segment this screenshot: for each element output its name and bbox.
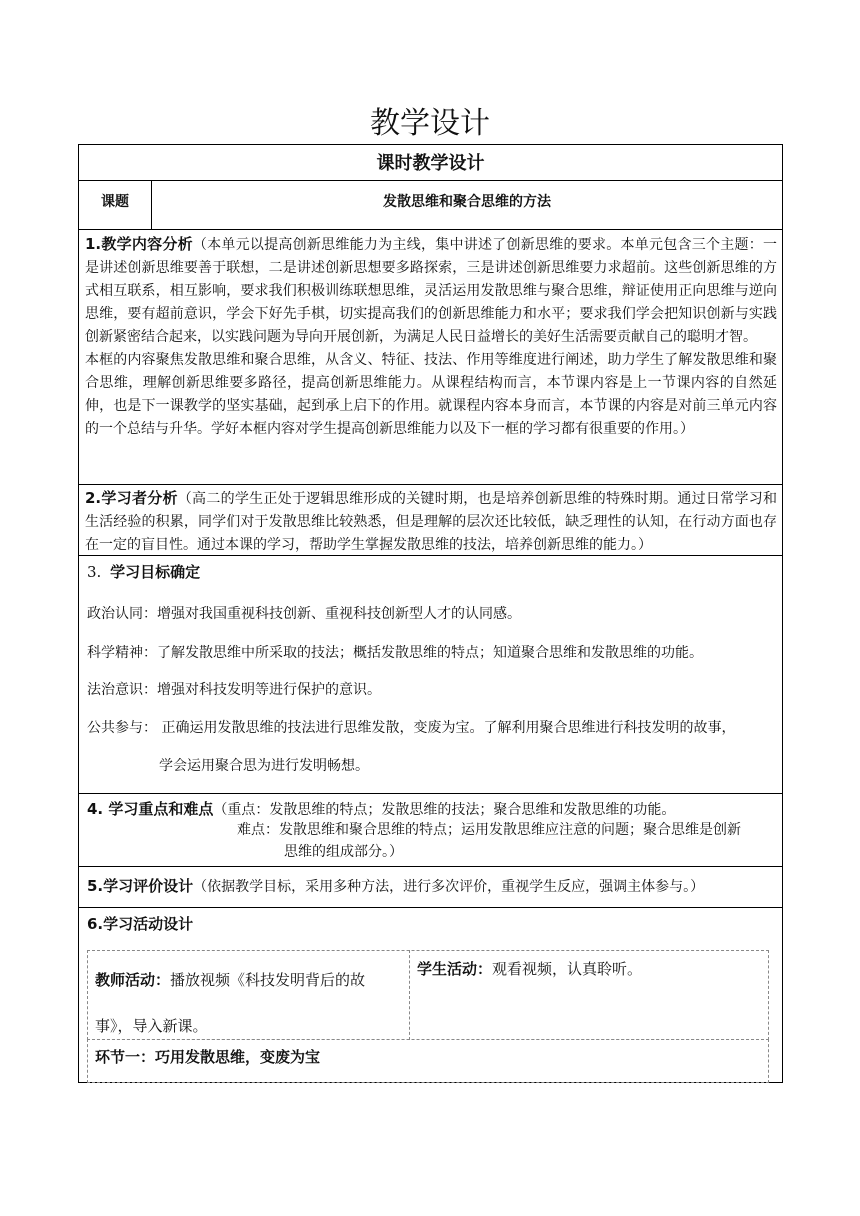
teacher-activity-label: 教师活动： <box>95 971 171 989</box>
goal-participation-cont: 学会运用聚合思为进行发明畅想。 <box>159 758 369 774</box>
section-heading: 学习目标确定 <box>110 563 201 581</box>
row-divider <box>79 907 782 908</box>
goal-law: 法治意识：增强对科技发明等进行保护的意识。 <box>87 682 381 698</box>
row-divider <box>79 229 782 230</box>
section-heading: 5.学习评价设计 <box>87 877 194 895</box>
section-text: （高二的学生正处于逻辑思维形成的关键时期，也是培养创新思维的特殊时期。通过日常学习和生活经验的积累，同学们对于发散思维比较熟悉，但是理解的层次还比较低，缺乏理性的认知，在行动方面也存在一定的盲目性。通过本课的学习，帮助学生掌握发散思维的技法，培养创新思维的能力。） <box>85 491 777 553</box>
goal-science: 科学精神：了解发散思维中所采取的技法；概括发散思维的特点；知道聚合思维和发散思维的功能。 <box>87 645 703 661</box>
section-heading: 6.学习活动设计 <box>87 915 194 933</box>
section-content-analysis <box>85 233 777 441</box>
section-heading: 2.学习者分析 <box>85 489 178 507</box>
section-number: 3. <box>87 563 102 581</box>
row-divider <box>79 180 782 181</box>
difficulties-line: 难点：发散思维和聚合思维的特点；运用发散思维应注意的问题；聚合思维是创新 <box>237 822 741 838</box>
teacher-activity-text: 播放视频《科技发明背后的故 <box>170 971 366 989</box>
lesson-design-table <box>78 144 783 1083</box>
student-activity-text: 观看视频，认真聆听。 <box>492 960 643 978</box>
table-title: 课时教学设计 <box>376 153 485 174</box>
teacher-activity-text-cont: 事》，导入新课。 <box>95 1017 208 1035</box>
section-evaluation <box>87 875 779 899</box>
section-learner-analysis <box>85 487 777 557</box>
student-activity-label: 学生活动： <box>417 960 493 978</box>
document-title: 教学设计 <box>370 106 490 141</box>
row-divider <box>79 866 782 867</box>
section-key-points <box>79 793 782 866</box>
section-text: 本框的内容聚焦发散思维和聚合思维，从含义、特征、技法、作用等维度进行阐述，助力学生了解发散思维和聚合思维，理解创新思维要多路径，提高创新思维能力。从课程结构而言，本节课内容是上一节课内容的自然延伸，也是下一课教学的坚实基础，起到承上启下的作用。就课程内容本身而言，本节课的内容是对前三单元内容的一个总结与升华。学好本框内容对学生提高创新思维能力以及下一框的学习都有很重要的作用。） <box>85 352 777 437</box>
section-learning-goals <box>79 555 782 793</box>
section-heading: 4. 学习重点和难点 <box>87 800 214 818</box>
section-heading: 1.教学内容分析 <box>85 235 193 253</box>
difficulties-line-cont: 思维的组成部分。） <box>284 844 403 860</box>
activity-step-one: 环节一：巧用发散思维，变废为宝 <box>95 1048 321 1066</box>
section-text: （本单元以提高创新思维能力为主线，集中讲述了创新思维的要求。本单元包含三个主题：一是讲述创新思维要善于联想，二是讲述创新思想要多路探索，三是讲述创新思维要力求超前。这些创新思维的方式相互联系，相互影响，要求我们积极训练联想思维，灵活运用发散思维与聚合思维，辩证使用正向思维与逆向思维，要有超前意识，学会下好先手棋，切实提高我们的创新思维能力和水平；要求我们学会把知识创新与实践创新紧密结合起来，以实践问题为导向开展创新，为满足人民日益增长的美好生活需要贡献自己的聪明才智。 <box>85 237 777 345</box>
key-points-line: （重点：发散思维的特点；发散思维的技法；聚合思维和发散思维的功能。 <box>213 802 676 818</box>
row-divider <box>79 484 782 485</box>
teacher-activity <box>95 957 405 1049</box>
section-activity-design <box>87 913 779 937</box>
goal-participation: 公共参与： 正确运用发散思维的技法进行思维发散，变废为宝。了解利用聚合思维进行科技发明的故事， <box>87 720 736 736</box>
student-activity <box>417 957 762 981</box>
goal-political: 政治认同：增强对我国重视科技创新、重视科技创新型人才的认同感。 <box>87 606 521 622</box>
topic-label: 课题 <box>101 194 129 210</box>
topic-value: 发散思维和聚合思维的方法 <box>383 194 551 210</box>
activity-column-divider <box>409 950 410 1040</box>
section-text: （依据教学目标，采用多种方法，进行多次评价，重视学生反应，强调主体参与。） <box>193 879 705 895</box>
